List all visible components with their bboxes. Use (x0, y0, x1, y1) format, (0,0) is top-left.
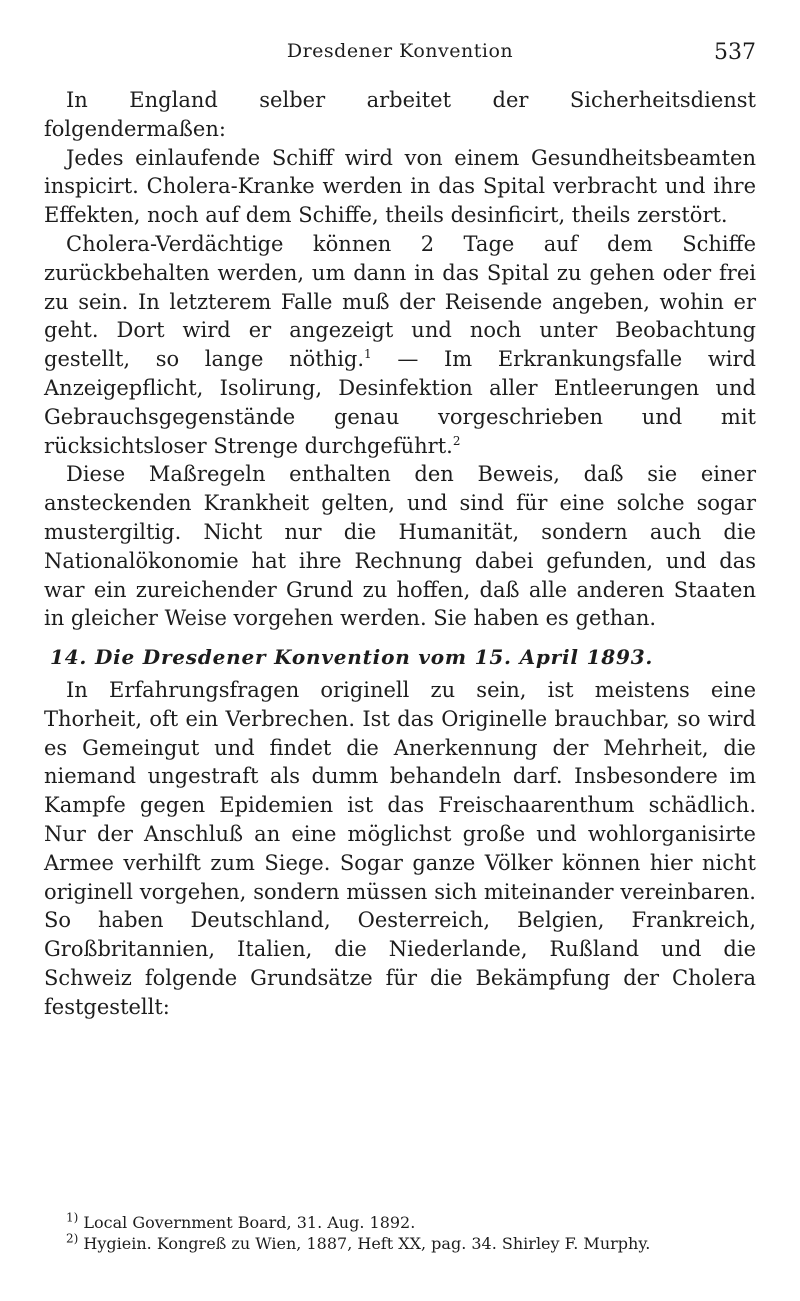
page (44, 0, 756, 1301)
footnote-ref-1: 1 (364, 347, 372, 362)
header-title: Dresdener Konvention (286, 40, 514, 62)
measure-inspection: Jedes einlaufende Schiff wird von einem Gesundheitsbeamten inspicirt. Cholera-Kranke werden in das Spital verbracht und ihre Effekten, noch auf dem Schiffe, theils desinficirt, theils zerstört. (44, 145, 756, 228)
section-title: Die Dresdener Konvention vom 15. April 1893. (94, 645, 654, 670)
footnote-mark-2: 2) (66, 1231, 79, 1246)
section-number: 14. (50, 645, 88, 670)
running-header (44, 40, 756, 70)
footnote-ref-2: 2 (452, 433, 461, 448)
measure-suspects-text: Cholera-Verdächtige können 2 Tage auf dem Schiffe zurückbehalten werden, um dann in das Spital zu gehen oder frei zu sein. In letzterem Falle muß der Reisende angeben, wohin er geht. Dort wird er angezeigt und noch unter Beobachtung gestellt, so lange nöthig. (44, 231, 756, 372)
page-body (44, 86, 756, 1022)
footnotes (44, 1212, 756, 1254)
footnote-mark-1: 1) (66, 1210, 79, 1225)
measure-conclusion: Diese Maßregeln enthalten den Beweis, daß sie einer ansteckenden Krankheit gelten, und sind für eine solche sogar mustergiltig. Nicht nur die Humanität, sondern auch die Nationalökonomie hat ihre Rechnung dabei gefunden, und das war ein zureichender Grund zu hoffen, daß alle anderen Staaten in gleicher Weise vorgehen werden. Sie haben es gethan. (44, 462, 756, 631)
section-paragraph: In Erfahrungsfragen originell zu sein, ist meistens eine Thorheit, oft ein Verbrechen. Ist das Originelle brauchbar, so wird es Gemeingut und findet die Anerkennung der Mehrheit, die niemand ungestraft als dumm behandeln darf. Insbesondere im Kampfe gegen Epidemien ist das Freischaarenthum schädlich. Nur der Anschluß an eine möglichst große und wohlorganisirte Armee verhilft zum Siege. Sogar ganze Völker können hier nicht originell vorgehen, sondern müssen sich miteinander vereinbaren. So haben Deutschland, Oesterreich, Belgien, Frankreich, Großbritannien, Italien, die Niederlande, Rußland und die Schweiz folgende Grundsätze für die Bekämpfung der Cholera festgestellt: (44, 677, 756, 1019)
measure-suspects-text-cont: — Im Erkrankungsfalle wird Anzeigepflicht, Isolirung, Desinfektion aller Entleerungen und Gebrauchsgegenstände genau vorgeschrieben und mit rücksichtsloser Strenge durchgeführt. (44, 347, 756, 458)
intro-paragraph: In England selber arbeitet der Sicherheitsdienst folgendermaßen: (44, 88, 756, 141)
footnote-text-1: Local Government Board, 31. Aug. 1892. (83, 1213, 416, 1232)
measure-suspects (44, 230, 756, 460)
footnote-1 (44, 1212, 756, 1233)
section-heading (44, 643, 756, 672)
footnote-text-2: Hygiein. Kongreß zu Wien, 1887, Heft XX, pag. 34. Shirley F. Murphy. (83, 1234, 651, 1253)
footnote-2 (44, 1233, 756, 1254)
page-number: 537 (714, 40, 756, 65)
measures-list (44, 144, 756, 634)
